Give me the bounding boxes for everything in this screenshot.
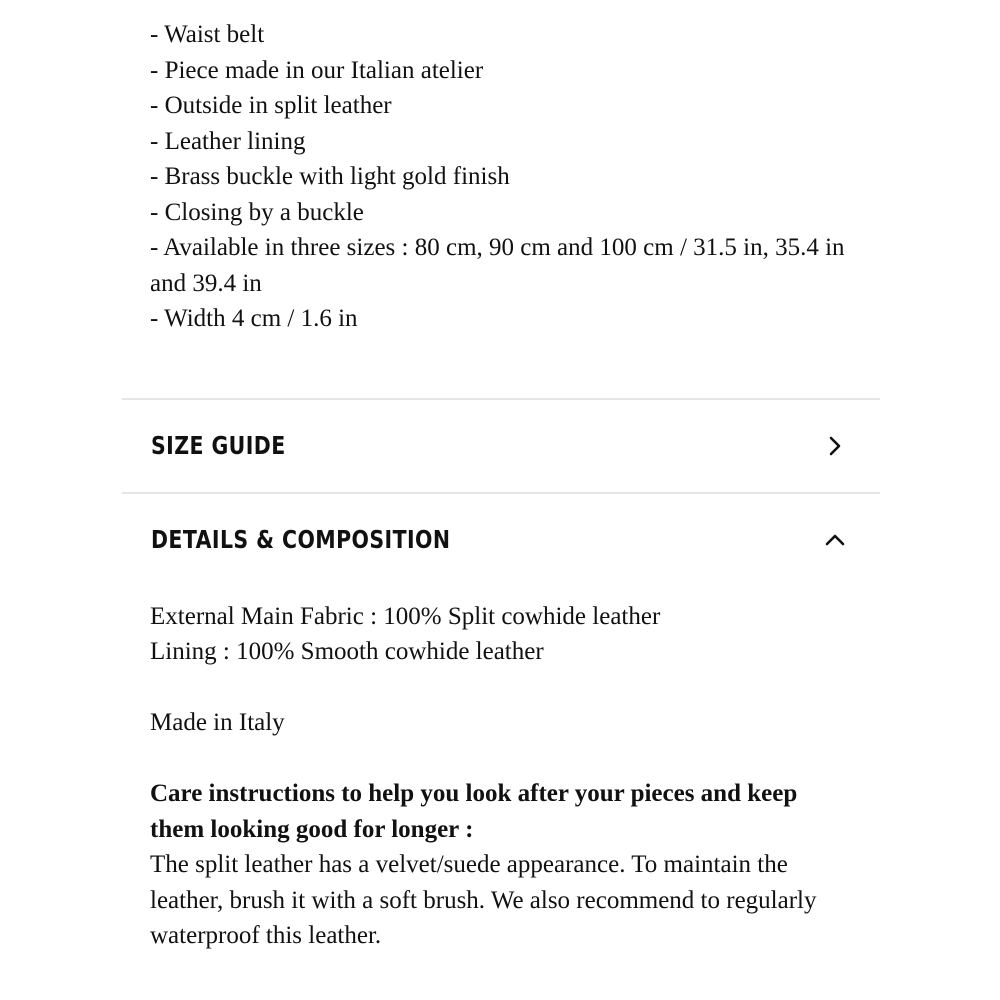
external-fabric-text: External Main Fabric : 100% Split cowhide leather	[150, 602, 661, 630]
description-item: - Available in three sizes : 80 cm, 90 cm and 100 cm / 31.5 in, 35.4 in and 39.4 in	[150, 234, 845, 297]
size-guide-accordion[interactable]	[122, 400, 880, 492]
description-item: - Width 4 cm / 1.6 in	[150, 305, 358, 332]
description-item: - Closing by a buckle	[150, 198, 364, 226]
description-list	[122, 0, 850, 337]
description-item: - Waist belt	[150, 21, 265, 48]
chevron-up-icon	[824, 529, 846, 551]
description-item: - Outside in split leather	[150, 92, 392, 119]
size-guide-title: SIZE GUIDE	[151, 431, 286, 460]
chevron-right-icon	[824, 435, 846, 457]
description-item: - Brass buckle with light gold finish	[150, 163, 510, 190]
description-item: - Piece made in our Italian atelier	[150, 56, 484, 84]
care-instructions-text: The split leather has a velvet/suede appearance. To maintain the leather, brush it with a soft brush. We also recommend to regularly waterproof this leather.	[150, 851, 817, 949]
details-composition-panel	[122, 586, 850, 954]
description-item: - Leather lining	[150, 127, 306, 155]
made-in-text: Made in Italy	[150, 709, 285, 736]
care-instructions-heading: Care instructions to help you look after your pieces and keep them looking good for longer :	[150, 780, 798, 843]
product-info	[122, 0, 880, 954]
details-composition-accordion[interactable]	[122, 494, 880, 586]
details-composition-title: DETAILS & COMPOSITION	[151, 525, 451, 554]
lining-text: Lining : 100% Smooth cowhide leather	[150, 638, 544, 665]
